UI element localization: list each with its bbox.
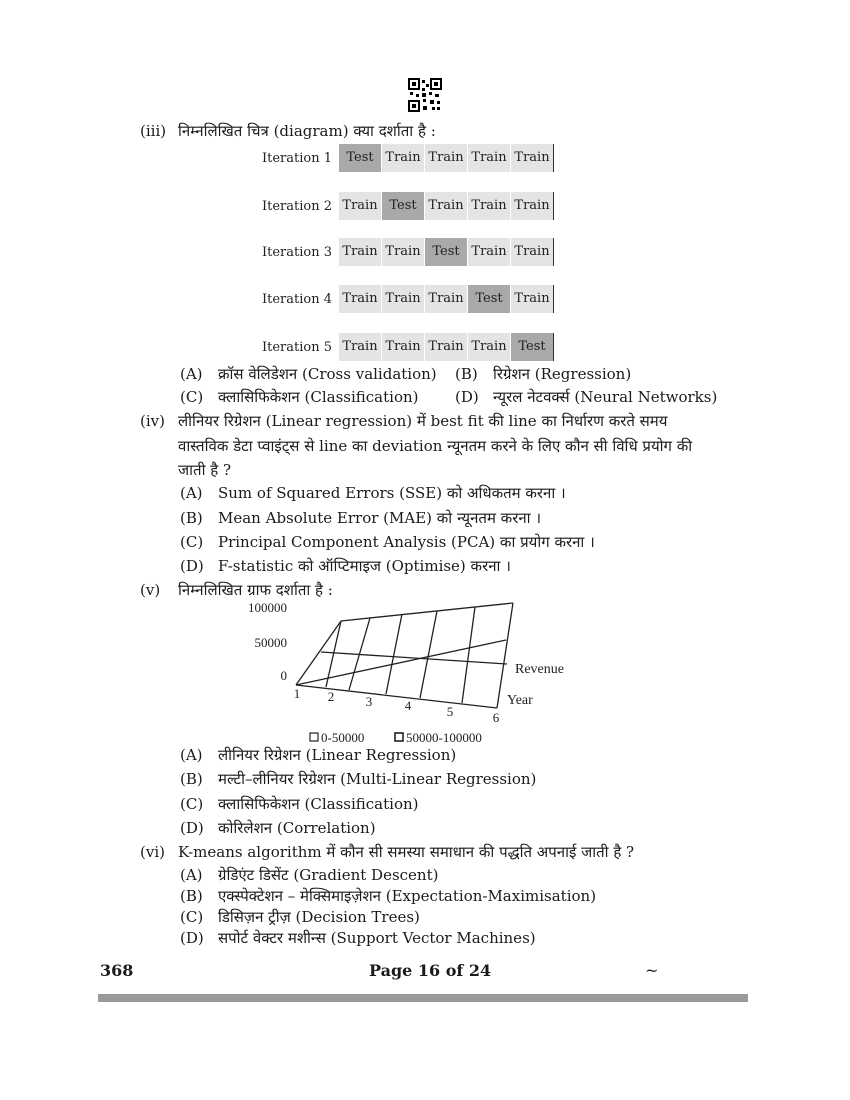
- option-b: [180, 507, 541, 529]
- iteration-row: [262, 332, 554, 362]
- option-a: [180, 363, 437, 385]
- option-text: रिग्रेशन (Regression): [493, 365, 632, 383]
- option-text: डिसिज़न ट्रीज़ (Decision Trees): [218, 908, 420, 926]
- fold-cell: Train: [467, 333, 510, 361]
- fold-cell: Train: [467, 192, 510, 220]
- question-text: निम्नलिखित ग्राफ दर्शाता है :: [178, 581, 333, 599]
- question-6: [140, 841, 634, 863]
- option-label: (A): [180, 484, 203, 502]
- fold-cell: Test: [338, 144, 381, 172]
- option-b: [180, 885, 596, 907]
- option-a: [180, 744, 456, 766]
- fold-cell: Train: [338, 192, 381, 220]
- option-d: [455, 386, 717, 408]
- x-tick-label: 2: [327, 689, 335, 704]
- fold-cell: Test: [381, 192, 424, 220]
- surface-chart: [230, 596, 590, 748]
- fold-cell: Train: [381, 285, 424, 313]
- option-text: एक्स्पेक्टेशन – मेक्सिमाइज़ेशन (Expectation-Maximisation): [218, 887, 597, 905]
- option-text: ग्रेडिएंट डिसेंट (Gradient Descent): [218, 866, 439, 884]
- option-c: [180, 906, 420, 928]
- fold-cell: Train: [424, 144, 467, 172]
- fold-cell: Train: [338, 333, 381, 361]
- iteration-row: [262, 237, 554, 267]
- question-text: K-means algorithm में कौन सी समस्या समाधान की पद्धति अपनाई जाती है ?: [178, 843, 635, 861]
- option-label: (B): [455, 365, 478, 383]
- fold-cell: Train: [424, 285, 467, 313]
- option-d: [180, 555, 511, 577]
- question-text-line-3: जाती है ?: [178, 461, 231, 479]
- surface-line: [321, 652, 507, 664]
- option-label: (B): [180, 509, 203, 527]
- iteration-row: [262, 191, 554, 221]
- option-text: क्लासिफिकेशन (Classification): [218, 388, 419, 406]
- x-axis-label: Year: [507, 693, 533, 708]
- fold-cell: Test: [510, 333, 553, 361]
- question-number: (vi): [140, 843, 165, 861]
- legend-label: 50000-100000: [406, 730, 482, 745]
- x-tick-label: 5: [446, 704, 454, 719]
- option-text: क्रॉस वेलिडेशन (Cross validation): [218, 365, 437, 383]
- surface-line: [462, 607, 475, 703]
- option-text: न्यूरल नेटवर्क्स (Neural Networks): [493, 388, 718, 406]
- z-tick-label: 100000: [248, 600, 287, 615]
- fold-cell: Train: [467, 144, 510, 172]
- surface-line: [420, 611, 437, 698]
- fold-cell: Train: [338, 238, 381, 266]
- option-text: Mean Absolute Error (MAE) को न्यूनतम करना ।: [218, 509, 542, 527]
- option-text: F-statistic को ऑप्टिमाइज (Optimise) करना ।: [218, 557, 511, 575]
- question-text-line-2: वास्तविक डेटा प्वाइंट्स से line का deviation न्यूनतम करने के लिए कौन सी विधि प्रयोग की: [178, 437, 693, 455]
- option-label: (B): [180, 887, 203, 905]
- option-label: (A): [180, 746, 203, 764]
- question-text-line-1: लीनियर रिग्रेशन (Linear regression) में best fit की line का निर्धारण करते समय: [178, 412, 668, 430]
- option-label: (A): [180, 365, 203, 383]
- legend: [310, 730, 482, 745]
- z-tick-label: 50000: [254, 635, 287, 650]
- option-c: [180, 386, 419, 408]
- footer-mark: ~: [645, 961, 659, 980]
- fold-cell: Train: [338, 285, 381, 313]
- fold-cell: Train: [381, 238, 424, 266]
- question-number: (v): [140, 581, 161, 599]
- option-text: मल्टी–लीनियर रिग्रेशन (Multi-Linear Regression): [218, 770, 537, 788]
- iteration-label: Iteration 2: [262, 198, 333, 214]
- z-tick-label: 0: [280, 668, 287, 683]
- option-a: [180, 864, 438, 886]
- axis-line: [293, 685, 497, 708]
- fold-cell: Train: [510, 285, 553, 313]
- option-label: (D): [180, 557, 204, 575]
- option-text: कोरिलेशन (Correlation): [218, 819, 376, 837]
- x-tick-label: 4: [404, 698, 412, 713]
- option-b: [455, 363, 631, 385]
- option-d: [180, 817, 376, 839]
- surface-outline: [341, 603, 513, 621]
- option-b: [180, 768, 536, 790]
- iteration-row: [262, 143, 554, 173]
- fold-cell: Test: [467, 285, 510, 313]
- qr-code: [408, 78, 442, 112]
- option-text: क्लासिफिकेशन (Classification): [218, 795, 419, 813]
- option-label: (C): [180, 533, 204, 551]
- question-number: (iv): [140, 412, 165, 430]
- option-c: [180, 531, 595, 553]
- question-number: (iii): [140, 122, 167, 140]
- question-text: निम्नलिखित चित्र (diagram) क्या दर्शाता है :: [178, 122, 436, 140]
- fold-cell: Train: [467, 238, 510, 266]
- fold-cell: Train: [510, 192, 553, 220]
- fold-cell: Train: [424, 192, 467, 220]
- iteration-label: Iteration 1: [262, 150, 333, 166]
- legend-swatch: [395, 733, 403, 741]
- option-label: (D): [455, 388, 479, 406]
- x-tick-label: 6: [492, 710, 500, 725]
- option-label: (C): [180, 908, 204, 926]
- x-tick-label: 3: [365, 694, 373, 709]
- footer-rule: [98, 994, 748, 1002]
- fold-cell: Train: [510, 144, 553, 172]
- option-label: (C): [180, 388, 204, 406]
- option-label: (A): [180, 866, 203, 884]
- iteration-row: [262, 284, 554, 314]
- fold-cell: Train: [381, 333, 424, 361]
- option-label: (C): [180, 795, 204, 813]
- x-tick-label: 1: [293, 686, 301, 701]
- legend-label: 0-50000: [321, 730, 365, 745]
- surface-line: [386, 614, 402, 694]
- option-c: [180, 793, 419, 815]
- iteration-label: Iteration 3: [262, 244, 333, 260]
- option-text: Principal Component Analysis (PCA) का प्रयोग करना ।: [218, 533, 595, 551]
- question-4: [140, 410, 667, 432]
- option-a: [180, 482, 566, 504]
- option-label: (D): [180, 929, 204, 947]
- paper-code: 368: [100, 961, 134, 980]
- option-text: Sum of Squared Errors (SSE) को अधिकतम करना ।: [218, 484, 566, 502]
- legend-swatch: [310, 733, 318, 741]
- page-number: Page 16 of 24: [369, 961, 492, 980]
- option-label: (D): [180, 819, 204, 837]
- option-d: [180, 927, 536, 949]
- fold-cell: Train: [381, 144, 424, 172]
- fold-cell: Train: [510, 238, 553, 266]
- iteration-label: Iteration 5: [262, 339, 333, 355]
- iteration-label: Iteration 4: [262, 291, 333, 307]
- depth-axis-label: Revenue: [515, 662, 564, 677]
- fold-cell: Test: [424, 238, 467, 266]
- option-label: (B): [180, 770, 203, 788]
- option-text: लीनियर रिग्रेशन (Linear Regression): [218, 746, 457, 764]
- question-3: [140, 120, 436, 142]
- fold-cell: Train: [424, 333, 467, 361]
- option-text: सपोर्ट वेक्टर मशीन्स (Support Vector Machines): [218, 929, 536, 947]
